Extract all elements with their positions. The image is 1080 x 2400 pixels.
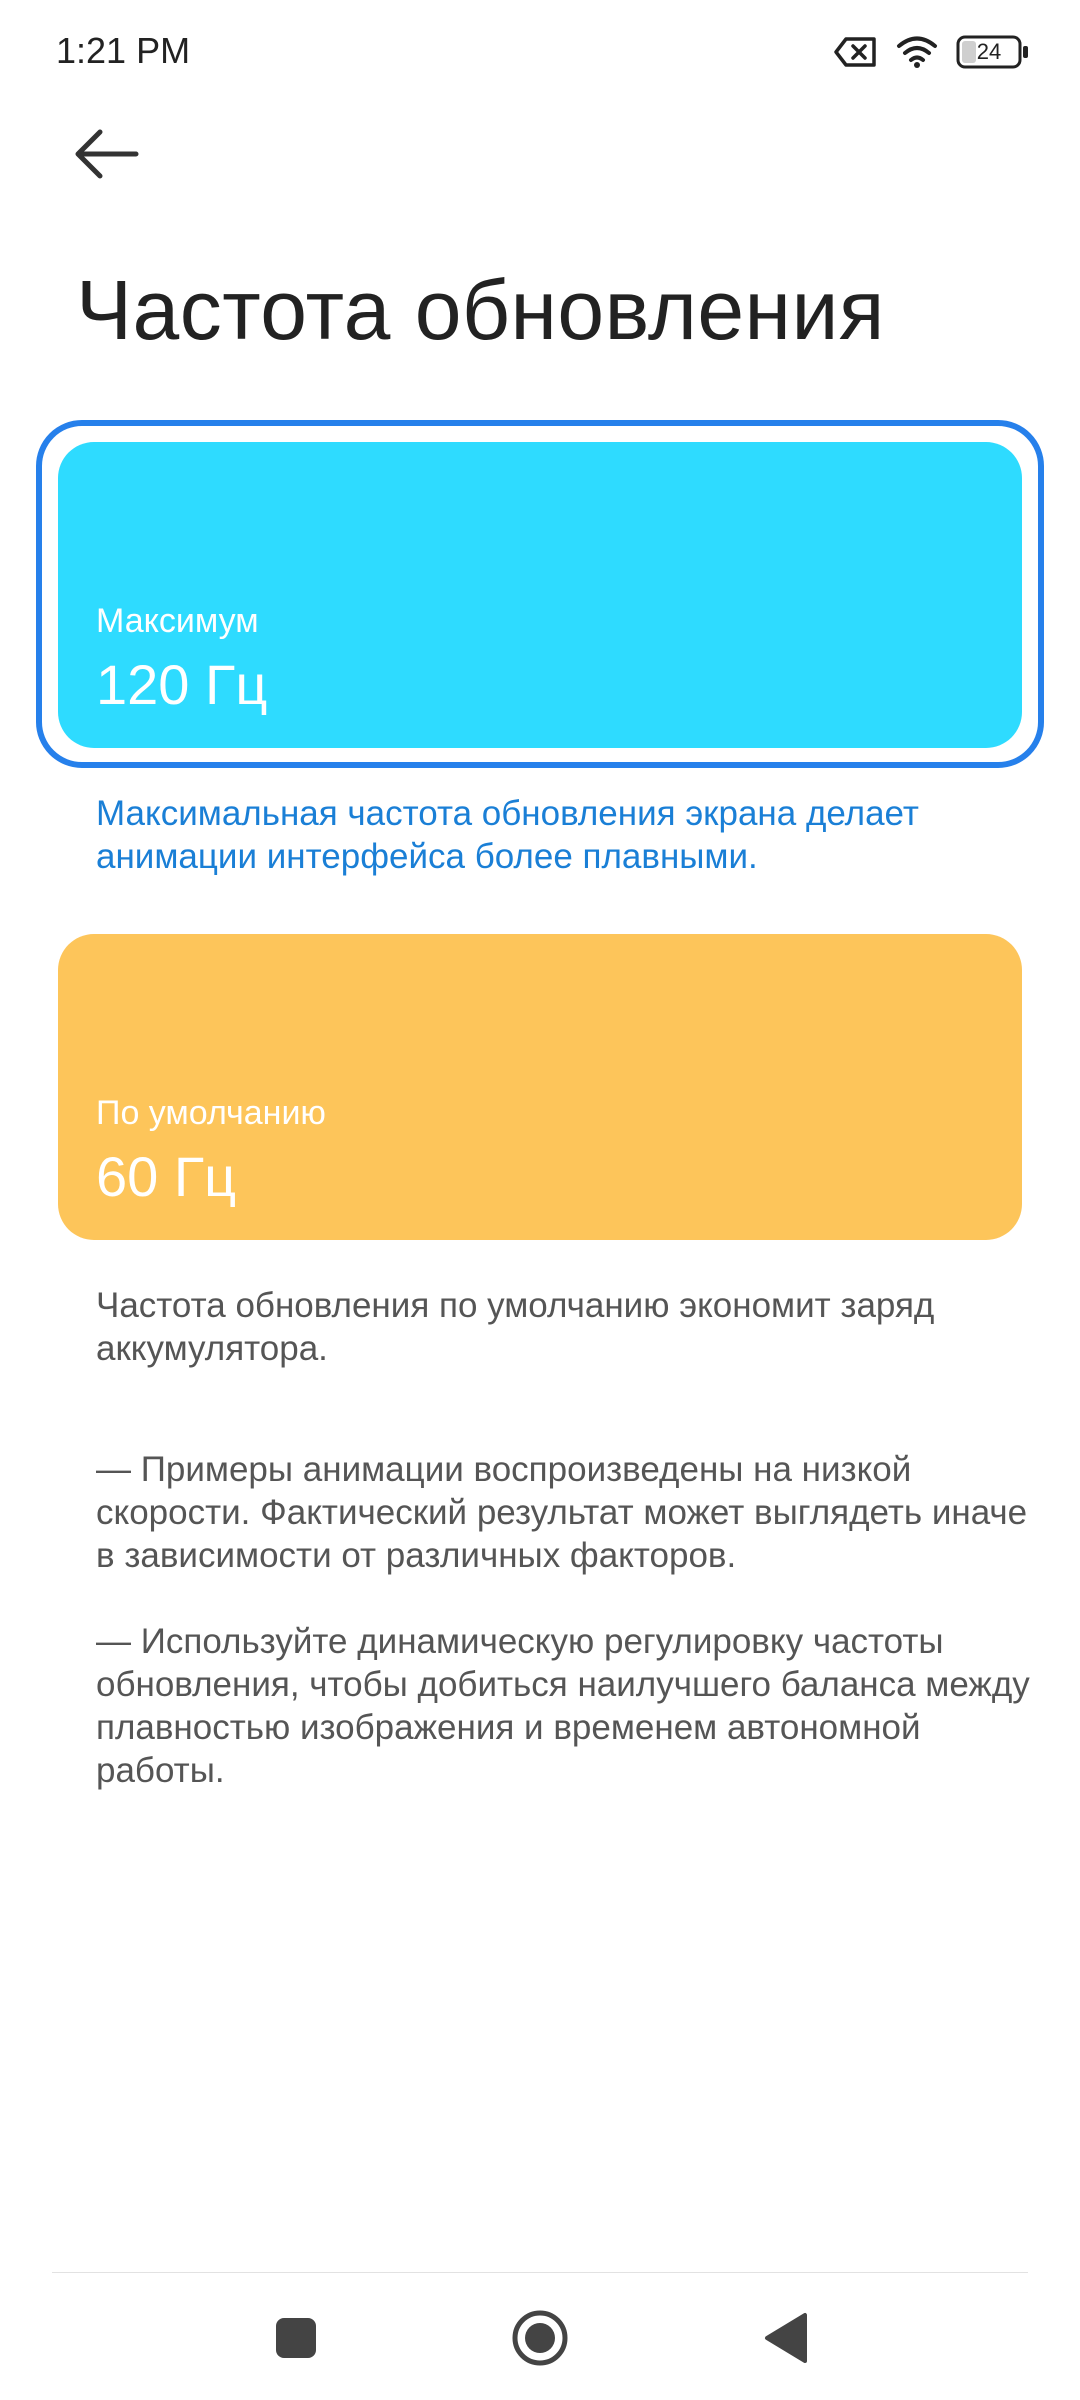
recents-icon xyxy=(274,2316,318,2365)
note-animation-speed: — Примеры анимации воспроизведены на низкой скорости. Фактический результат может выглядеть иначе в зависимости от различных факторов. xyxy=(96,1450,1028,1575)
option-card-default[interactable] xyxy=(58,934,1022,1240)
option-description-max: Максимальная частота обновления экрана делает анимации интерфейса более плавными. xyxy=(96,794,919,876)
home-icon xyxy=(510,2308,570,2373)
option-value: 120 Гц xyxy=(96,653,268,716)
note-dynamic-refresh: — Используйте динамическую регулировку частоты обновления, чтобы добиться наилучшего баланса между плавностью изображения и временем автономной работы. xyxy=(96,1622,1030,1790)
wifi-icon xyxy=(896,35,938,69)
option-description-default: Частота обновления по умолчанию экономит заряд аккумулятора. xyxy=(96,1286,935,1368)
sim-off-icon xyxy=(834,36,878,68)
option-card-max[interactable] xyxy=(58,442,1022,748)
option-label: Максимум xyxy=(96,602,259,640)
status-bar xyxy=(0,0,1080,100)
recents-button[interactable] xyxy=(246,2300,346,2380)
back-arrow-icon xyxy=(70,171,140,188)
back-triangle-icon xyxy=(761,2311,811,2370)
battery-icon xyxy=(956,34,1030,70)
option-label: По умолчанию xyxy=(96,1094,326,1132)
status-time: 1:21 PM xyxy=(56,30,191,71)
nav-divider xyxy=(52,2272,1028,2273)
page-title: Частота обновления xyxy=(76,263,885,357)
status-icons xyxy=(834,30,1030,74)
battery-level: 24 xyxy=(976,39,1002,64)
nav-back-button[interactable] xyxy=(736,2300,836,2380)
back-button[interactable] xyxy=(70,124,150,194)
home-button[interactable] xyxy=(490,2300,590,2380)
option-value: 60 Гц xyxy=(96,1145,237,1208)
